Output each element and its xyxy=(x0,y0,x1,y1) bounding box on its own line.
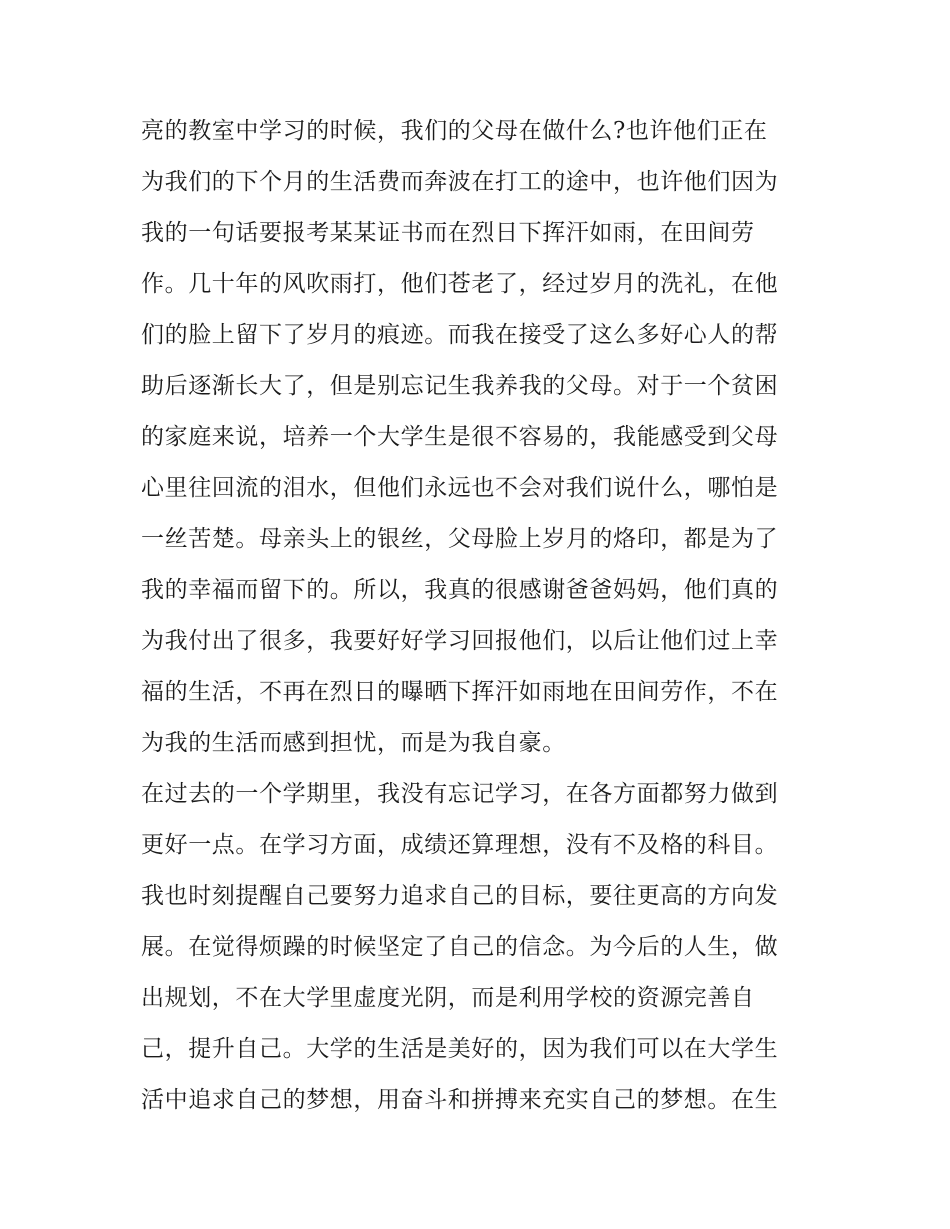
text-line: 亮的教室中学习的时候，我们的父母在做什么?也许他们正在 xyxy=(141,118,768,144)
text-line: 为我们的下个月的生活费而奔波在打工的途中，也许他们因为 xyxy=(141,169,779,195)
text-line: 一丝苦楚。母亲头上的银丝，父母脸上岁月的烙印，都是为了 xyxy=(141,526,779,552)
text-line: 我也时刻提醒自己要努力追求自己的目标，要往更高的方向发 xyxy=(141,883,779,909)
text-line: 展。在觉得烦躁的时候坚定了自己的信念。为今后的人生，做 xyxy=(141,934,779,960)
text-line: 活中追求自己的梦想，用奋斗和拼搏来充实自己的梦想。在生 xyxy=(141,1087,779,1113)
text-line: 为我付出了很多，我要好好学习回报他们，以后让他们过上幸 xyxy=(141,628,779,654)
body-text xyxy=(141,106,813,1126)
text-line: 心里往回流的泪水，但他们永远也不会对我们说什么，哪怕是 xyxy=(141,475,779,501)
text-line: 作。几十年的风吹雨打，他们苍老了，经过岁月的洗礼，在他 xyxy=(141,271,779,297)
text-line: 出规划，不在大学里虚度光阴，而是利用学校的资源完善自 xyxy=(141,985,755,1011)
text-line: 在过去的一个学期里，我没有忘记学习，在各方面都努力做到 xyxy=(141,781,779,807)
text-line: 我的一句话要报考某某证书而在烈日下挥汗如雨，在田间劳 xyxy=(141,220,755,246)
text-line: 助后逐渐长大了，但是别忘记生我养我的父母。对于一个贫困 xyxy=(141,373,779,399)
text-line: 福的生活，不再在烈日的曝晒下挥汗如雨地在田间劳作，不在 xyxy=(141,679,779,705)
text-line: 更好一点。在学习方面，成绩还算理想，没有不及格的科目。 xyxy=(141,832,779,858)
text-line: 己，提升自己。大学的生活是美好的，因为我们可以在大学生 xyxy=(141,1036,779,1062)
text-line: 们的脸上留下了岁月的痕迹。而我在接受了这么多好心人的帮 xyxy=(141,322,779,348)
text-line: 我的幸福而留下的。所以，我真的很感谢爸爸妈妈，他们真的 xyxy=(141,577,779,603)
text-line: 为我的生活而感到担忧，而是为我自豪。 xyxy=(141,730,566,756)
text-line: 的家庭来说，培养一个大学生是很不容易的，我能感受到父母 xyxy=(141,424,779,450)
